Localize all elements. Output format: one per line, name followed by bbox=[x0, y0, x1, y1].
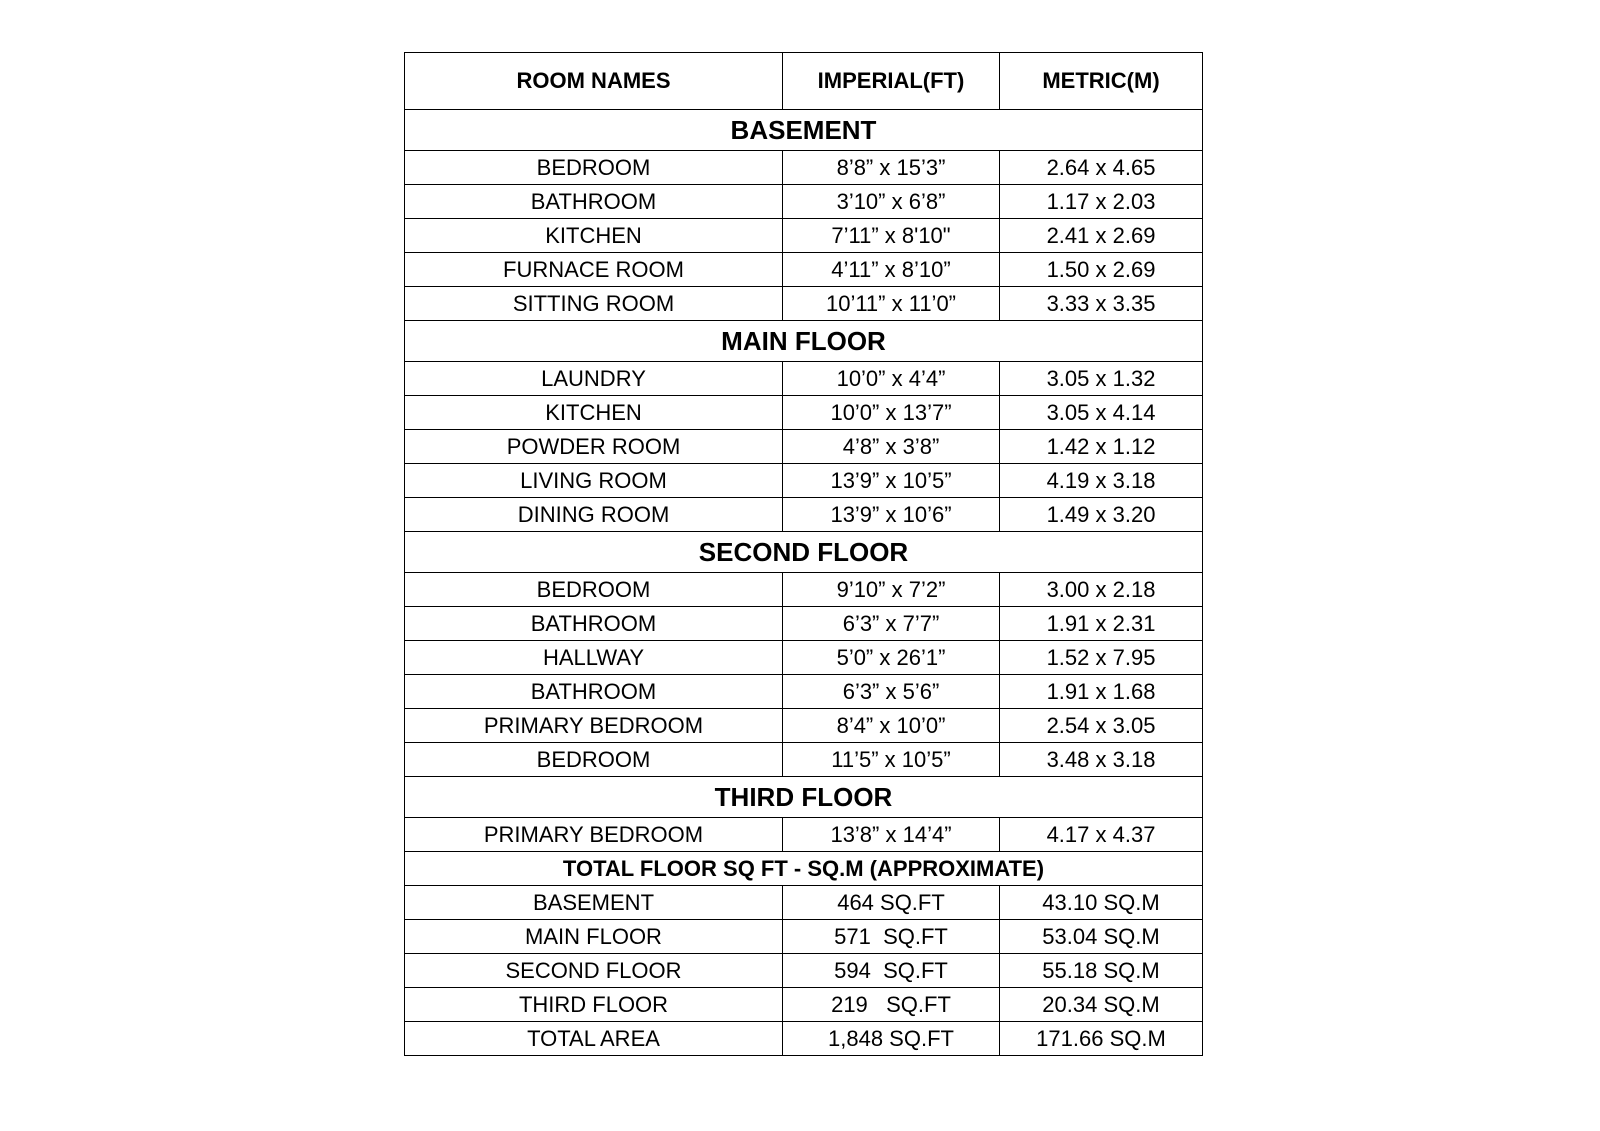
section-title: TOTAL FLOOR SQ FT - SQ.M (APPROXIMATE) bbox=[405, 852, 1203, 886]
metric-value: 1.42 x 1.12 bbox=[1000, 430, 1203, 464]
header-room-names: ROOM NAMES bbox=[405, 53, 783, 110]
section-title: BASEMENT bbox=[405, 110, 1203, 151]
imperial-value: 13’9” x 10’6” bbox=[783, 498, 1000, 532]
table-row bbox=[405, 287, 1203, 321]
imperial-value: 11’5” x 10’5” bbox=[783, 743, 1000, 777]
table-header-row bbox=[405, 53, 1203, 110]
table-row bbox=[405, 573, 1203, 607]
table-row bbox=[405, 430, 1203, 464]
table-row bbox=[405, 886, 1203, 920]
room-name: BATHROOM bbox=[405, 675, 783, 709]
header-metric: METRIC(M) bbox=[1000, 53, 1203, 110]
room-name: HALLWAY bbox=[405, 641, 783, 675]
room-dimensions-table bbox=[404, 52, 1203, 1056]
sqm-value: 171.66 SQ.M bbox=[1000, 1022, 1203, 1056]
sqft-value: 1,848 SQ.FT bbox=[783, 1022, 1000, 1056]
section-second-floor bbox=[405, 532, 1203, 573]
table-row bbox=[405, 743, 1203, 777]
section-title: MAIN FLOOR bbox=[405, 321, 1203, 362]
section-totals bbox=[405, 852, 1203, 886]
table-row bbox=[405, 185, 1203, 219]
table-row bbox=[405, 675, 1203, 709]
table-row-total bbox=[405, 1022, 1203, 1056]
sqft-value: 594 SQ.FT bbox=[783, 954, 1000, 988]
room-name: PRIMARY BEDROOM bbox=[405, 818, 783, 852]
room-name: BATHROOM bbox=[405, 185, 783, 219]
room-name: BEDROOM bbox=[405, 573, 783, 607]
table-row bbox=[405, 988, 1203, 1022]
table-row bbox=[405, 607, 1203, 641]
table-row bbox=[405, 641, 1203, 675]
sqft-value: 219 SQ.FT bbox=[783, 988, 1000, 1022]
imperial-value: 6’3” x 5’6” bbox=[783, 675, 1000, 709]
metric-value: 3.33 x 3.35 bbox=[1000, 287, 1203, 321]
imperial-value: 3’10” x 6’8” bbox=[783, 185, 1000, 219]
room-name: LAUNDRY bbox=[405, 362, 783, 396]
table-row bbox=[405, 920, 1203, 954]
metric-value: 1.17 x 2.03 bbox=[1000, 185, 1203, 219]
imperial-value: 8’8” x 15’3” bbox=[783, 151, 1000, 185]
header-imperial: IMPERIAL(FT) bbox=[783, 53, 1000, 110]
section-basement bbox=[405, 110, 1203, 151]
floor-name: THIRD FLOOR bbox=[405, 988, 783, 1022]
room-name: SITTING ROOM bbox=[405, 287, 783, 321]
imperial-value: 10’11” x 11’0” bbox=[783, 287, 1000, 321]
section-title: SECOND FLOOR bbox=[405, 532, 1203, 573]
metric-value: 1.91 x 2.31 bbox=[1000, 607, 1203, 641]
room-name: KITCHEN bbox=[405, 396, 783, 430]
sqm-value: 20.34 SQ.M bbox=[1000, 988, 1203, 1022]
sqm-value: 43.10 SQ.M bbox=[1000, 886, 1203, 920]
table-row bbox=[405, 362, 1203, 396]
metric-value: 3.05 x 1.32 bbox=[1000, 362, 1203, 396]
metric-value: 4.17 x 4.37 bbox=[1000, 818, 1203, 852]
table-row bbox=[405, 954, 1203, 988]
metric-value: 3.05 x 4.14 bbox=[1000, 396, 1203, 430]
sqft-value: 571 SQ.FT bbox=[783, 920, 1000, 954]
metric-value: 3.48 x 3.18 bbox=[1000, 743, 1203, 777]
room-name: BEDROOM bbox=[405, 151, 783, 185]
sqft-value: 464 SQ.FT bbox=[783, 886, 1000, 920]
table-row bbox=[405, 498, 1203, 532]
table-row bbox=[405, 151, 1203, 185]
metric-value: 1.50 x 2.69 bbox=[1000, 253, 1203, 287]
room-name: BEDROOM bbox=[405, 743, 783, 777]
metric-value: 2.41 x 2.69 bbox=[1000, 219, 1203, 253]
imperial-value: 9’10” x 7’2” bbox=[783, 573, 1000, 607]
section-third-floor bbox=[405, 777, 1203, 818]
room-name: KITCHEN bbox=[405, 219, 783, 253]
section-main-floor bbox=[405, 321, 1203, 362]
imperial-value: 8’4” x 10’0” bbox=[783, 709, 1000, 743]
imperial-value: 13’8” x 14’4” bbox=[783, 818, 1000, 852]
imperial-value: 13’9” x 10’5” bbox=[783, 464, 1000, 498]
table-row bbox=[405, 818, 1203, 852]
floor-name: MAIN FLOOR bbox=[405, 920, 783, 954]
room-name: POWDER ROOM bbox=[405, 430, 783, 464]
table-row bbox=[405, 709, 1203, 743]
sqm-value: 55.18 SQ.M bbox=[1000, 954, 1203, 988]
imperial-value: 10’0” x 13’7” bbox=[783, 396, 1000, 430]
sqm-value: 53.04 SQ.M bbox=[1000, 920, 1203, 954]
imperial-value: 7’11” x 8'10" bbox=[783, 219, 1000, 253]
imperial-value: 5’0” x 26’1” bbox=[783, 641, 1000, 675]
metric-value: 2.54 x 3.05 bbox=[1000, 709, 1203, 743]
table-row bbox=[405, 219, 1203, 253]
table-row bbox=[405, 464, 1203, 498]
table-row bbox=[405, 396, 1203, 430]
metric-value: 3.00 x 2.18 bbox=[1000, 573, 1203, 607]
floor-name: TOTAL AREA bbox=[405, 1022, 783, 1056]
section-title: THIRD FLOOR bbox=[405, 777, 1203, 818]
metric-value: 4.19 x 3.18 bbox=[1000, 464, 1203, 498]
room-name: LIVING ROOM bbox=[405, 464, 783, 498]
metric-value: 1.49 x 3.20 bbox=[1000, 498, 1203, 532]
room-name: FURNACE ROOM bbox=[405, 253, 783, 287]
floor-name: SECOND FLOOR bbox=[405, 954, 783, 988]
room-name: PRIMARY BEDROOM bbox=[405, 709, 783, 743]
imperial-value: 6’3” x 7’7” bbox=[783, 607, 1000, 641]
room-name: BATHROOM bbox=[405, 607, 783, 641]
imperial-value: 4’11” x 8’10” bbox=[783, 253, 1000, 287]
room-dimensions-sheet bbox=[404, 52, 1202, 1056]
metric-value: 1.91 x 1.68 bbox=[1000, 675, 1203, 709]
imperial-value: 10’0” x 4’4” bbox=[783, 362, 1000, 396]
floor-name: BASEMENT bbox=[405, 886, 783, 920]
metric-value: 1.52 x 7.95 bbox=[1000, 641, 1203, 675]
room-name: DINING ROOM bbox=[405, 498, 783, 532]
imperial-value: 4’8” x 3’8” bbox=[783, 430, 1000, 464]
table-row bbox=[405, 253, 1203, 287]
metric-value: 2.64 x 4.65 bbox=[1000, 151, 1203, 185]
